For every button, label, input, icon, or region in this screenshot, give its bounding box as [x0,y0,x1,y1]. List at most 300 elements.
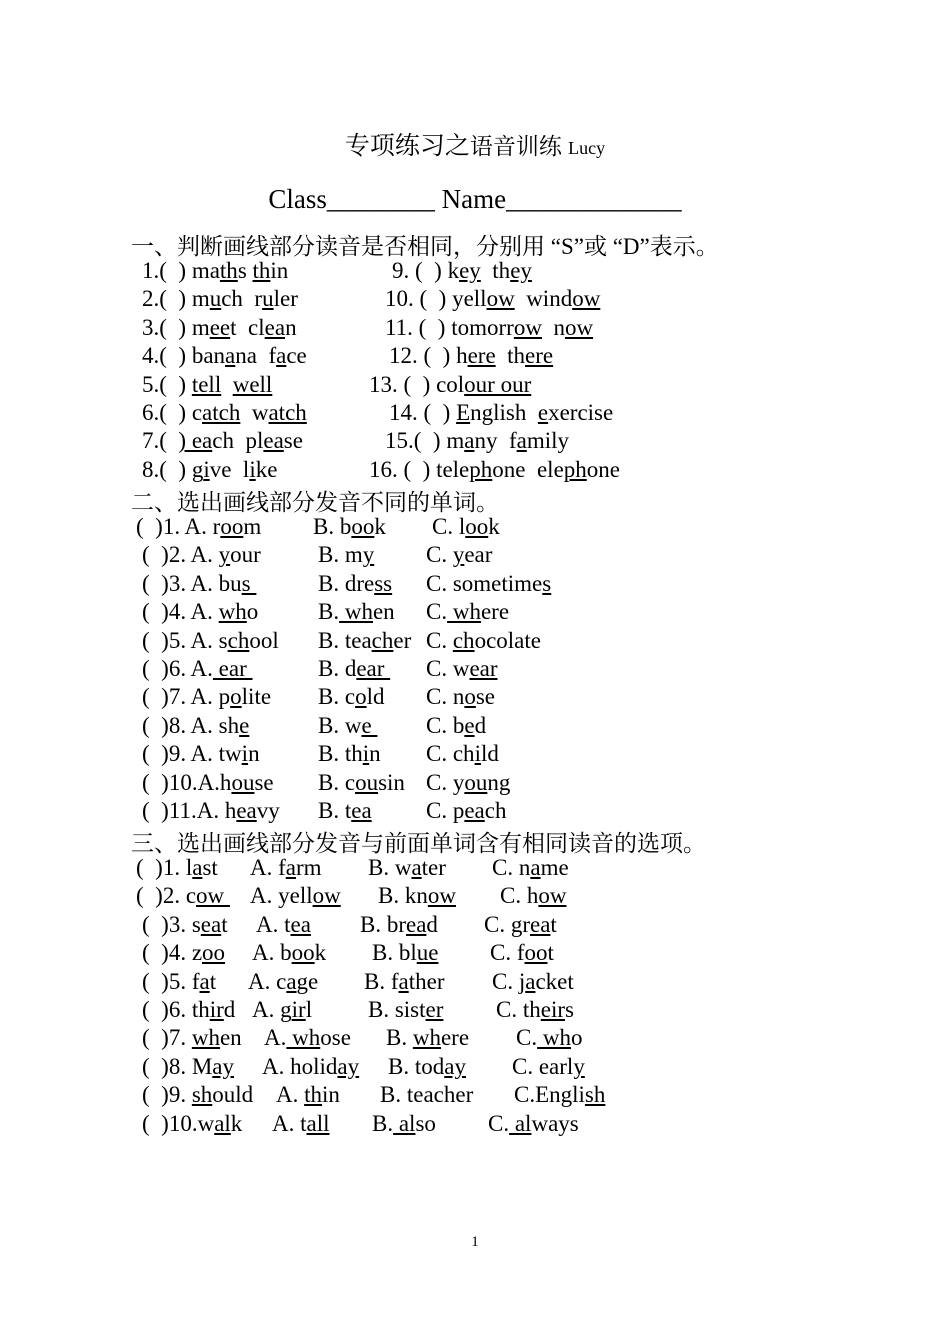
choice-option [386,1024,469,1052]
choice-underlined: ow [196,883,230,909]
choice-text: ( )6. th [142,997,210,1022]
option-underlined: ch [371,627,394,653]
judge-item-underlined: ow [513,314,542,340]
judge-item-underlined: ow [572,286,601,312]
option-text: C. y [426,769,465,795]
option-text: ( )9. A. tw [142,741,242,767]
choice-underlined: th [304,1082,323,1108]
judge-item-underlined: ow [564,314,594,340]
choice-text: ( )10.w [142,1110,215,1136]
judge-item [142,285,298,313]
choice-text: A. holid [262,1053,338,1079]
question-word [136,882,230,910]
option-text: ( )5. A. s [142,627,228,653]
choice-underlined: oo [524,940,548,966]
choice-text: d [426,911,438,937]
option-text: C. ch [426,741,475,767]
choice-text: A. f [250,855,286,880]
judge-item-underlined: e [537,400,549,425]
choice-option [364,968,444,996]
choice-underlined: ea [406,911,427,937]
choice-text: o [570,1025,583,1051]
judge-item [385,314,593,342]
option-text: n [369,741,381,767]
option-text: B. [318,599,340,625]
option-underlined: s [241,570,257,596]
choice-underlined: a [530,855,541,880]
page-number: 1 [471,1234,479,1250]
judge-item-text: ce [286,343,307,369]
judge-item [392,257,532,285]
choice-underlined: a [398,968,409,994]
judge-item-underlined: E [456,400,471,425]
question-word [142,1110,242,1138]
option-text: sin [378,769,405,795]
choice-option [500,882,566,910]
choice-text: A. t [256,911,291,937]
option-underlined: ou [231,769,255,795]
judge-item-underlined: u [262,286,274,312]
choice-option [252,939,326,967]
option-underlined: ear [469,656,498,681]
judge-item-text: wind [514,286,573,312]
question-word [142,996,235,1024]
choice-underlined: al [509,1110,532,1136]
option-text: ere [480,599,510,625]
choice-text: A. t [272,1110,307,1136]
option-text: ( )1. A. r [136,514,221,539]
choice-underlined: sh [584,1082,606,1108]
option-text: er [393,627,412,653]
choice-text: ( )3. s [142,911,201,937]
judge-item-text: 13. ( ) col [369,371,465,397]
option-c [426,769,510,797]
judge-item-text: 12. ( ) h [389,343,468,369]
judge-item-text: ny f [474,428,517,454]
choice-text: C. h [500,883,539,909]
choice-underlined: al [393,1110,416,1136]
choice-text: so [415,1110,436,1136]
option-b [318,541,374,569]
option-underlined: ear [212,656,253,681]
choice-underlined: a [411,855,422,880]
option-text: ( )8. A. sh [142,712,240,738]
judge-item-underlined: a [464,428,475,454]
judge-item-text: 9. ( ) k [392,258,460,283]
choice-text: B. sist [368,997,426,1022]
judge-item-text: ke [255,456,278,482]
judge-item [142,427,303,455]
choice-text: ( )1. l [136,855,193,880]
option-underlined: i [362,741,370,767]
choice-option [388,1053,466,1081]
question-word [142,911,228,939]
question-option-a [142,797,280,825]
class-field: Class________ [268,184,435,214]
section3-heading: 三、选出画线部分发音与前面单词含有相同读音的选项。 [131,831,706,856]
question-word [142,1024,242,1052]
option-text: se [475,684,496,710]
choice-text: ( )7. [142,1025,192,1051]
question-word [142,1081,253,1109]
option-text: ear [464,542,493,568]
choice-option [512,1053,585,1081]
judge-item-text: ve l [209,456,250,482]
choice-option [490,939,554,967]
judge-item-text: 4.( ) ban [142,343,226,369]
option-text: B. w [318,712,362,738]
judge-item-text: t cl [230,314,265,340]
choice-text: ( )9. [142,1082,192,1108]
choice-text: t [209,968,217,994]
judge-item-underlined: ph [469,456,493,482]
judge-item-text: ler [273,286,298,312]
judge-item-underlined: ere [467,343,496,369]
choice-text: l [305,997,313,1022]
name-field: Name_____________ [441,184,682,214]
option-underlined: wh [339,599,373,625]
question-word [142,968,216,996]
judge-item-text: 2.( ) m [142,286,210,312]
choice-text: st [202,855,218,880]
choice-text: B. teacher [380,1082,474,1108]
choice-text: t [221,911,228,937]
option-text: ch [484,798,507,823]
option-c [432,513,500,541]
option-b [318,570,392,598]
choice-text: ge [296,968,319,994]
option-text: B. c [318,684,356,710]
option-text: B. d [318,656,357,681]
judge-item-underlined: well [232,371,273,397]
option-underlined: e [464,712,475,738]
judge-item-underlined: ee [209,314,231,340]
choice-option [250,854,322,882]
judge-item [142,456,277,484]
choice-text: ( )8. M [142,1053,213,1079]
choice-option [378,882,456,910]
judge-item-text: 15.( ) m [385,428,465,454]
choice-underlined: oo [202,940,226,966]
option-underlined: o [355,684,367,710]
judge-item-underlined: ey [510,258,532,283]
choice-underlined: ea [200,911,222,937]
option-text: ( )7. A. p [142,684,231,710]
choice-option [514,1081,605,1109]
choice-option [492,968,574,996]
judge-item-underlined: th [219,258,238,283]
option-text: C. sometime [426,570,543,596]
option-b [318,655,390,683]
choice-underlined: ea [290,911,311,937]
option-underlined: ss [374,570,393,596]
section1-heading: 一、判断画线部分读音是否相同，分别用 “S”或 “D”表示。 [131,234,719,259]
judge-item-text: 8.( ) g [142,456,204,482]
choice-text: B. [386,1025,413,1051]
option-text: lite [241,684,272,710]
option-text: m [243,514,262,539]
choice-underlined: ay [444,1053,466,1079]
judge-item-text: one [586,456,620,482]
choice-text: k [230,1110,243,1136]
choice-text: ther [408,968,445,994]
option-underlined: y [362,542,375,568]
judge-item [369,371,531,399]
choice-underlined: wh [286,1025,321,1051]
option-underlined: e [361,712,378,738]
option-underlined: ear [356,656,391,681]
choice-text: C. th [496,997,541,1022]
judge-item-text: n [541,314,565,340]
choice-option [256,911,311,939]
option-text: C. l [432,514,466,539]
option-text: k [374,514,386,539]
choice-underlined: ue [416,940,439,966]
option-text: se [254,769,274,795]
option-text: C. p [426,798,465,823]
option-c [426,627,541,655]
option-text: B. m [318,542,363,568]
question-word [136,854,218,882]
choice-underlined: ow [312,883,341,909]
choice-option [372,1110,436,1138]
judge-item-text: th [495,343,526,369]
option-text: ool [249,627,279,653]
option-text: vy [256,798,280,823]
choice-option [250,882,341,910]
choice-underlined: y [573,1053,585,1079]
judge-item-underlined: u [209,286,222,312]
choice-underlined: all [306,1110,330,1136]
question-word [142,939,225,967]
title-main: 专项练习之 [344,133,470,160]
judge-item [142,342,307,370]
choice-text: in [322,1082,340,1108]
option-text: B. c [318,769,356,795]
option-text: k [488,514,500,539]
option-text: ( )6. A. [142,656,213,681]
choice-text: B. bl [372,940,417,966]
choice-option [264,1024,351,1052]
option-text: ld [366,684,385,710]
option-b [318,797,372,825]
judge-item-text: 16. ( ) tele [369,456,470,482]
judge-item-underlined: ey [459,258,481,283]
judge-item-text: se [283,428,303,454]
choice-text: C. j [492,968,526,994]
question-option-a [142,541,261,569]
choice-underlined: a [525,968,536,994]
choice-text: cket [535,968,574,994]
title-en: Lucy [568,138,606,158]
option-text: C. n [426,684,465,710]
option-text: en [372,599,395,625]
option-text: C. [426,627,453,653]
choice-text: A. b [252,940,292,966]
option-text: B. t [318,798,352,823]
option-underlined: wh [218,599,247,625]
choice-option [488,1110,579,1138]
choice-text: ways [531,1110,579,1136]
option-c [426,570,551,598]
judge-item-text: th [480,258,511,283]
choice-text: C. n [492,855,531,880]
judge-item [385,285,600,313]
option-underlined: i [474,741,481,767]
option-underlined: wh [447,599,481,625]
option-underlined: y [452,542,465,568]
choice-text: ( )4. z [142,940,203,966]
choice-text: s [565,997,574,1022]
option-text: B. dre [318,570,375,596]
judge-item-text: xercise [548,400,614,425]
question-option-a [142,627,279,655]
option-underlined: i [241,741,249,767]
judge-item [142,399,307,427]
judge-item-underlined: atch [268,400,307,425]
option-text: ( )4. A. [142,599,219,625]
choice-option [516,1024,582,1052]
judge-item-text: mily [526,428,569,454]
choice-underlined: ow [538,883,567,909]
choice-text: C.Engli [514,1082,585,1108]
section2-heading: 二、选出画线部分发音不同的单词。 [131,490,499,515]
choice-underlined: eir [540,997,565,1022]
option-underlined: y [218,542,231,568]
judge-item-text: one ele [492,456,564,482]
question-option-a [142,683,271,711]
choice-text: B. f [364,968,399,994]
choice-text: t [547,940,554,966]
option-text: n [248,741,260,767]
option-text: d [474,712,487,738]
choice-text: B. br [360,911,406,937]
choice-text: rm [296,855,322,880]
choice-option [248,968,318,996]
option-underlined: oo [351,514,375,539]
choice-text: ter [421,855,446,880]
judge-item-text: 7.( [142,428,179,454]
judge-item-text [221,372,233,397]
choice-underlined: al [214,1110,231,1136]
judge-item-underlined: th [252,258,271,283]
judge-item-underlined: ere [525,343,554,369]
choice-option [368,996,443,1024]
option-c [426,541,492,569]
choice-text: en [219,1025,242,1051]
choice-underlined: ir [291,997,306,1022]
choice-text: ould [212,1082,254,1108]
option-text: ocolate [474,627,541,653]
choice-underlined: wh [191,1025,220,1051]
choice-underlined: ay [337,1053,360,1079]
choice-underlined: a [285,855,296,880]
choice-underlined: ay [212,1053,234,1079]
option-text: ( )11.A. h [142,798,237,823]
judge-item-text: 1.( ) ma [142,258,220,283]
choice-text: B. [372,1110,394,1136]
choice-text: me [540,855,569,880]
choice-underlined: a [192,855,203,880]
choice-text: B. tod [388,1053,445,1079]
worksheet-title [0,126,950,162]
option-text: o [246,599,259,625]
option-text: C. [426,599,448,625]
question-option-a [142,712,249,740]
judge-item [142,314,297,342]
judge-item-text: w [240,400,269,425]
judge-item [389,399,613,427]
judge-item-underlined: ea [263,428,284,454]
choice-text: A. yell [250,883,313,909]
choice-text: B. kn [378,883,428,909]
option-text: B. b [313,514,352,539]
option-underlined: o [464,684,476,710]
judge-item-underlined: atch [202,400,241,425]
option-c [426,740,499,768]
judge-item-text: ch pl [212,428,264,454]
option-c [426,712,486,740]
choice-text: C. earl [512,1053,574,1079]
option-underlined: oo [220,514,244,539]
judge-item-underlined: i [249,456,256,482]
option-c [426,797,506,825]
judge-item [369,456,620,484]
judge-item [385,427,569,455]
class-name-line [0,184,950,215]
option-underlined: oo [465,514,489,539]
option-text: C. w [426,656,470,681]
option-b [318,627,411,655]
choice-text: ose [320,1025,351,1051]
choice-text: A. g [252,997,292,1022]
option-underlined: ou [355,769,379,795]
choice-text: ( )5. f [142,968,200,994]
choice-option [276,1081,340,1109]
option-text: ng [487,769,511,795]
judge-item-text: 6.( ) c [142,400,203,425]
option-text: ( )10.A.h [142,769,232,795]
judge-item-underlined: i [203,456,210,482]
judge-item-text: 5.( ) [142,371,192,397]
judge-item-text: 14. ( ) [389,400,457,425]
choice-underlined: ea [530,911,551,937]
option-underlined: e [239,712,250,738]
option-underlined: ch [227,627,250,653]
option-c [426,683,495,711]
choice-text: k [314,940,327,966]
judge-item-underlined: a [516,428,527,454]
judge-item-underlined: tell [191,371,222,397]
judge-item-text: ch r [221,286,263,312]
choice-option [380,1081,473,1109]
judge-item-underlined: a [225,343,236,369]
option-text: ( )3. A. bu [142,570,242,596]
judge-item-underlined: a [276,343,287,369]
judge-item [142,257,288,285]
choice-underlined: ow [427,883,456,909]
choice-text: ere [440,1025,470,1051]
judge-item-text: 3.( ) m [142,314,210,340]
option-text: our [230,542,261,568]
choice-option [262,1053,359,1081]
option-underlined: ea [236,798,257,823]
judge-item-text: na f [235,343,277,369]
option-text: C. [426,542,453,568]
question-option-a [142,570,256,598]
option-underlined: ou [464,769,488,795]
judge-item-text: s [237,258,253,283]
